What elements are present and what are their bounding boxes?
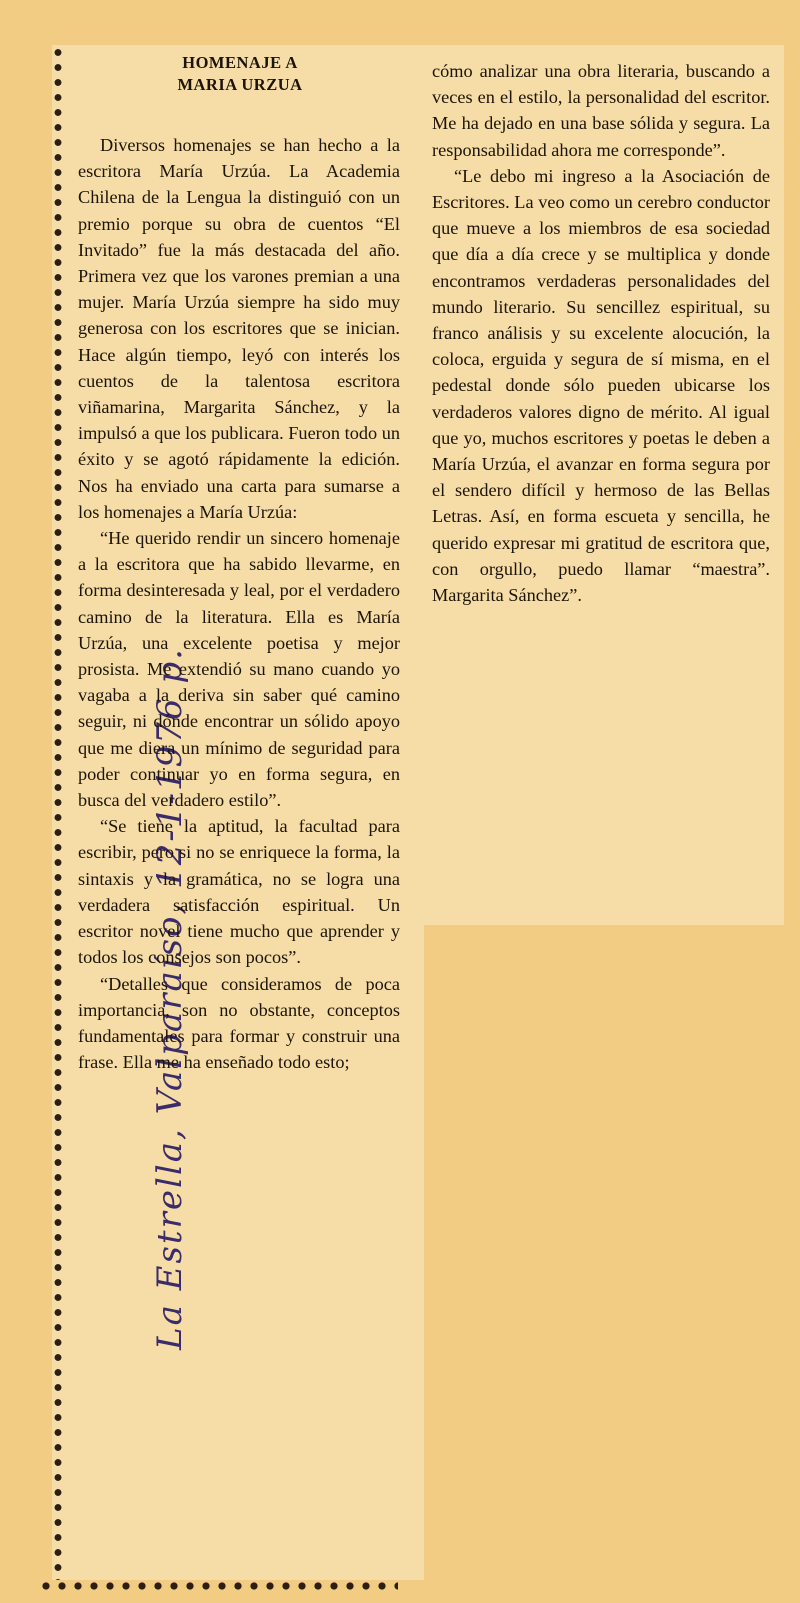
- paragraph: cómo analizar una obra literaria, buscando a veces en el estilo, la personalidad del escritor. Me ha dejado en una base sólida y segura. La responsabilidad ahora me corresponde”.: [432, 61, 770, 160]
- paragraph: “Se tiene la aptitud, la facultad para escribir, pero si no se enriquece la forma, la sintaxis y la gramática, no se logra una verdadera satisfacción espiritual. Un escritor novel tiene mucho que aprender y todos los consejos son pocos”.: [78, 816, 400, 968]
- article-title: [80, 52, 400, 96]
- paragraph: “Detalles que consideramos de poca importancia, son no obstante, conceptos fundamentales para formar y construir una frase. Ella me ha enseñado todo esto;: [78, 973, 400, 1073]
- article-right-column: [432, 58, 770, 608]
- title-line-2: MARIA URZUA: [177, 75, 303, 94]
- handwritten-source-note: La Estrella, Valparaíso, 12-1-1976 p.: [150, 647, 190, 1350]
- article-left-column: [78, 132, 400, 1075]
- paragraph: Diversos homenajes se han hecho a la escritora María Urzúa. La Academia Chilena de la Lengua la distinguió con un premio porque su obra de cuentos “El Invitado” fue la más destacada del año. Primera vez que los varones premian a una mujer. María Urzúa siempre ha sido muy generosa con los escritores que se inician. Hace algún tiempo, leyó con interés los cuentos de la talentosa escritora viñamarina, Margarita Sánchez, y la impulsó a que los publicara. Fueron todo un éxito y se agotó rápidamente la edición. Nos ha enviado una carta para sumarse a los homenajes a María Urzúa:: [78, 135, 400, 522]
- paragraph: “He querido rendir un sincero homenaje a la escritora que ha sabido llevarme, en forma desinteresada y leal, por el verdadero camino de la literatura. Ella es María Urzúa, una excelente poetisa y mejor prosista. Me extendió su mano cuando yo vagaba a la deriva sin saber qué camino seguir, ni dónde encontrar un sólido apoyo que me diera un mínimo de seguridad para poder continuar yo en forma segura, en busca del verdadero estilo”.: [78, 528, 400, 811]
- dotted-cut-line-horizontal: [38, 1580, 398, 1592]
- dotted-cut-line-vertical: [52, 45, 64, 1580]
- title-line-1: HOMENAJE A: [182, 53, 298, 72]
- paragraph: “Le debo mi ingreso a la Asociación de Escritores. La veo como un cerebro conductor que mueve a los miembros de esa sociedad que día a día crece y se multiplica y donde encontramos verdaderas personalidades del mundo literario. Su sencillez espiritual, su franco análisis y su excelente alocución, la coloca, erguida y segura de sí misma, en el pedestal donde sólo pueden ubicarse los verdaderos valores digno de mérito. Al igual que yo, muchos escritores y poetas le deben a María Urzúa, el avanzar en forma segura por el sendero difícil y hermoso de las Bellas Letras. Así, en forma escueta y sencilla, he querido expresar mi gratitud de escritora que, con orgullo, puedo llamar “maestra”. Margarita Sánchez”.: [432, 165, 770, 606]
